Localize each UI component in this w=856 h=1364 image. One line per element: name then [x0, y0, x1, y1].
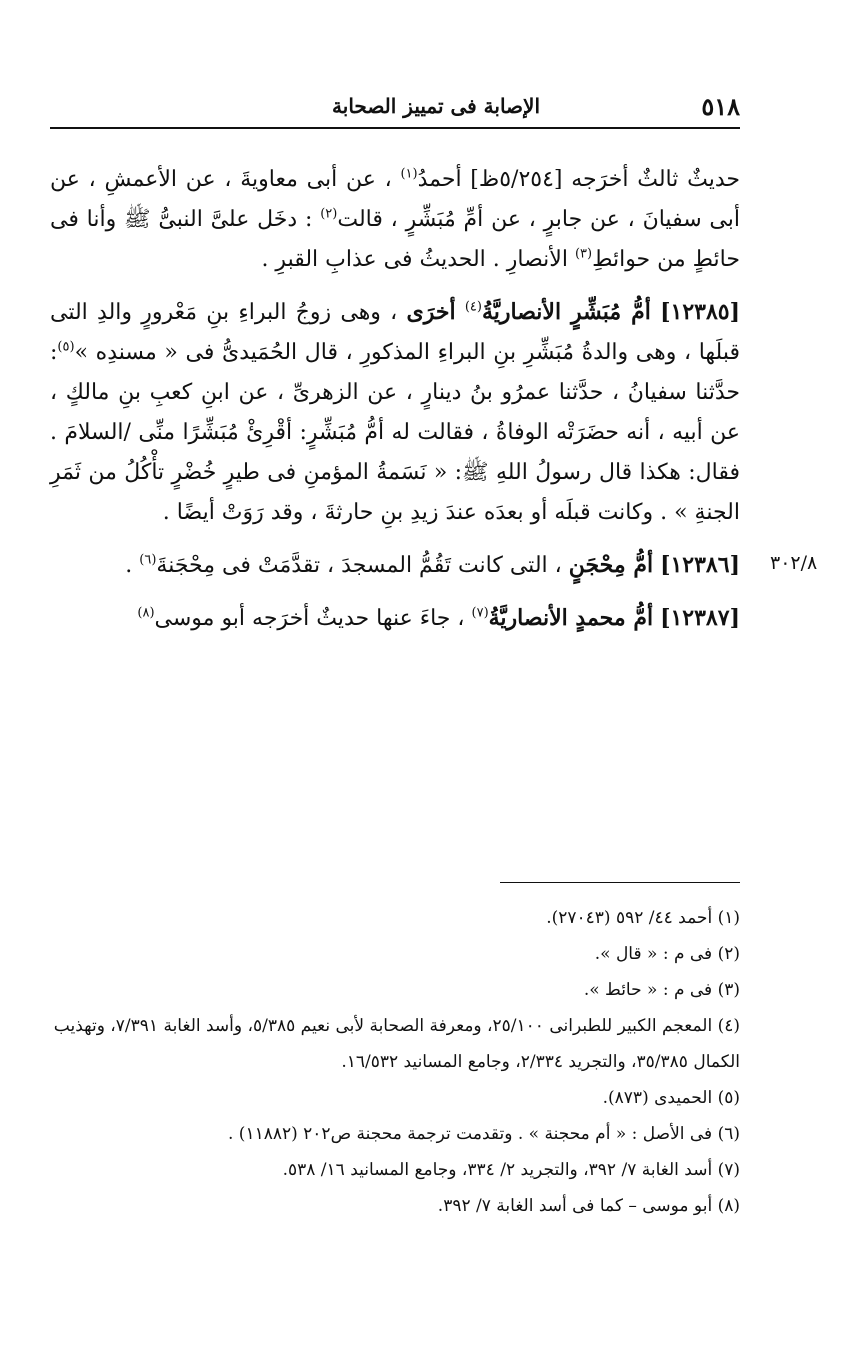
- entry-name: أمُّ مُبَشِّرٍ الأنصاريَّةُ: [481, 299, 651, 325]
- footnote-ref: (١): [400, 166, 418, 182]
- footnote-ref: (٤): [464, 299, 482, 315]
- entry-name: أمُّ محمدٍ الأنصاريَّةُ: [488, 605, 654, 631]
- text-segment: .: [125, 553, 133, 578]
- text-segment: الأنصارِ . الحديثُ فى عذابِ القبرِ .: [261, 247, 568, 272]
- main-text: [50, 160, 740, 651]
- footnote-4: (٤) المعجم الكبير للطبرانى ٢٥/١٠٠، ومعرفة الصحابة لأبى نعيم ٥/٣٨٥، وأسد الغابة ٧/٣٩١، وتهذيب الكمال ٣٥/٣٨٥، والتجريد ٢/٣٣٤، وجامع المسانيد ١٦/٥٣٢.: [53, 1016, 740, 1072]
- footnote-3: (٣) فى م : « حائط ».: [583, 980, 740, 1000]
- page-number: ٥١٨: [701, 92, 740, 121]
- entry-number: [١٢٣٨٦]: [660, 552, 740, 578]
- footnote-ref: (٥): [57, 339, 75, 355]
- text-segment: ، عن أبى معاويةَ ، عن الأعمشِ ، عن أبى سفيانَ ، عن جابرٍ ، عن أمِّ مُبَشِّرٍ ، قالت: [50, 167, 740, 232]
- footnote-ref: (٢): [320, 206, 338, 222]
- entry-number: [١٢٣٨٧]: [660, 605, 740, 631]
- footnote-ref: (٣): [574, 246, 593, 262]
- header-rule: [50, 127, 740, 129]
- text-segment: حديثٌ ثالثٌ أخرَجه [٥/٢٥٤ظ] أحمدُ: [417, 167, 740, 192]
- paragraph-hadith: [50, 160, 740, 280]
- footnote-separator: [500, 882, 740, 883]
- entry-name-qualifier: أخرَى: [406, 299, 456, 325]
- text-segment: ، جاءَ عنها حديثٌ أخرَجه أبو موسى: [154, 606, 465, 631]
- entry-12387: [50, 598, 740, 639]
- footnote-1: (١) أحمد ٤٤/ ٥٩٢ (٢٧٠٤٣).: [546, 908, 740, 928]
- footnote-ref: (٨): [137, 605, 155, 621]
- footnote-7: (٧) أسد الغابة ٧/ ٣٩٢، والتجريد ٢/ ٣٣٤، وجامع المسانيد ١٦/ ٥٣٨.: [282, 1160, 740, 1180]
- footnote-8: (٨) أبو موسى – كما فى أسد الغابة ٧/ ٣٩٢.: [437, 1196, 740, 1216]
- text-segment: : حدَّثنا سفيانُ ، حدَّثنا عمرُو بنُ دينارٍ ، عن الزهرىِّ ، عن ابنِ كعبِ بنِ مالكٍ ، عن أبيه ، أنه حضَرَتْه الوفاةُ ، فقالت له أمُّ مُبَشِّرٍ: أقْرِئْ مُبَشِّرًا منِّى /السلامَ . فقال: هكذا قال رسولُ اللهِ ﷺ: « نَسَمةُ المؤمنِ فى طيرٍ خُضْرٍ تأْكُلُ من ثَمَرِ الجنةِ » . وكانت قبلَه أو بعدَه عندَ زيدِ بنِ حارثةَ ، وقد رَوَتْ أيضًا .: [50, 340, 740, 525]
- entry-number: [١٢٣٨٥]: [660, 299, 741, 325]
- margin-reference: ٣٠٢/٨: [770, 552, 818, 574]
- entry-12386: [50, 545, 740, 586]
- footnote-ref: (٧): [471, 605, 489, 621]
- entry-name: أمُّ مِحْجَنٍ: [568, 552, 654, 578]
- footnotes: [50, 900, 740, 1224]
- footnote-6: (٦) فى الأصل : « أم محجنة » . وتقدمت ترجمة محجنة ص٢٠٢ (١١٨٨٢) .: [228, 1124, 740, 1144]
- footnote-2: (٢) فى م : « قال ».: [594, 944, 740, 964]
- entry-12385: [50, 292, 740, 533]
- footnote-5: (٥) الحميدى (٨٧٣).: [602, 1088, 740, 1108]
- text-segment: ، وهى زوجُ البراءِ بنِ مَعْرورٍ والدِ التى قبلَها ، وهى والدةُ مُبَشِّرِ بنِ البراءِ المذكورِ ، قال الحُمَيدىُّ فى « مسندِه »: [50, 300, 740, 365]
- running-title: الإصابة فى تمييز الصحابة: [332, 94, 540, 118]
- text-segment: : دخَل علىَّ النبىُّ ﷺ وأنا فى حائطٍ من حوائطِ: [50, 207, 740, 272]
- footnote-ref: (٦): [139, 552, 157, 568]
- text-segment: ، التى كانت تَقُمُّ المسجدَ ، تقدَّمَتْ فى مِحْجَنةَ: [156, 553, 562, 578]
- page-header: [50, 92, 740, 122]
